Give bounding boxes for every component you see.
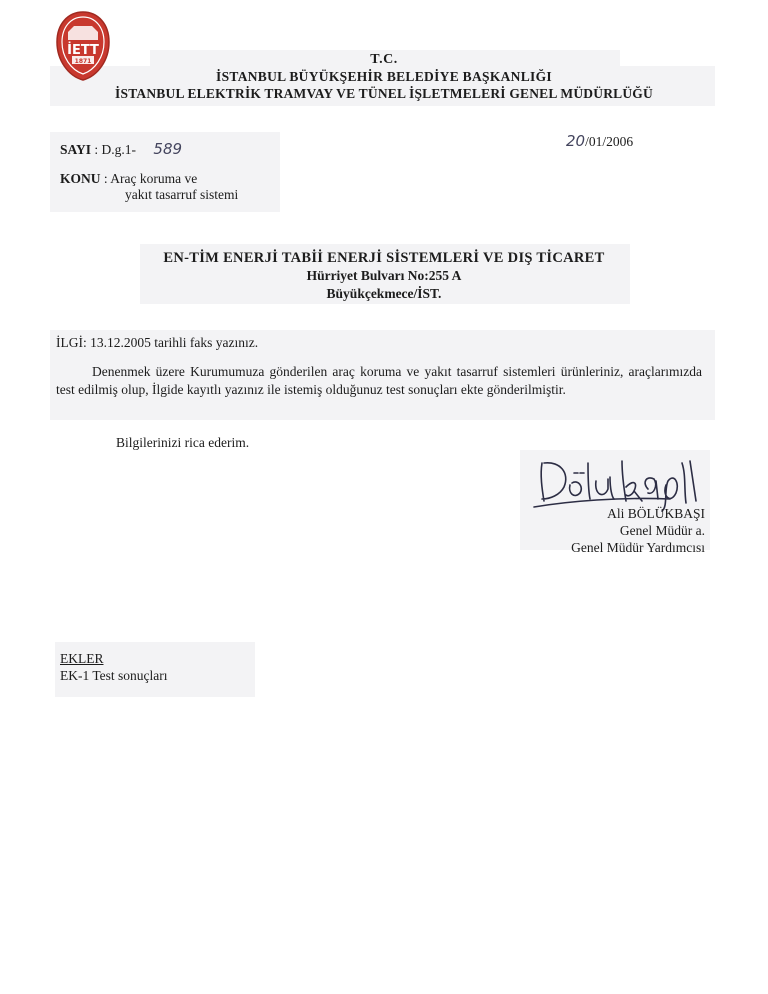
recipient-name: EN-TİM ENERJİ TABİİ ENERJİ SİSTEMLERİ VE DIŞ TİCARET <box>163 250 605 266</box>
body-paragraph: Denenmek üzere Kurumumuza gönderilen araç koruma ve yakıt tasarruf sistemleri ürünleriniz, araçlarımızda test edilmiş olup, İlgide kayıtlı yazınız ile istemiş olduğunuz test sonuçları ekte gönderilmiştir. <box>56 364 702 397</box>
recipient-address-2: Büyükçekmece/İST. <box>326 286 442 301</box>
konu-value-2: yakıt tasarruf sistemi <box>125 187 239 202</box>
signatory-name: Ali BÖLÜKBAŞI <box>607 506 705 521</box>
ilgi-line: İLGİ: 13.12.2005 tarihli faks yazınız. <box>56 335 259 350</box>
attachments-title: EKLER <box>60 651 104 666</box>
konu-value-1: : Araç koruma ve <box>103 171 198 186</box>
signatory-title-2: Genel Müdür Yardımcısı <box>571 540 705 555</box>
signatory-title-1: Genel Müdür a. <box>619 523 705 538</box>
header-directorate: İSTANBUL ELEKTRİK TRAMVAY VE TÜNEL İŞLETMELERİ GENEL MÜDÜRLÜĞÜ <box>115 86 653 101</box>
logo-year: 1871 <box>74 58 92 65</box>
date-line <box>566 132 633 150</box>
sayi-value: : D.g.1- <box>94 142 137 157</box>
closing-line: Bilgilerinizi rica ederim. <box>116 435 250 450</box>
konu-label: KONU <box>60 171 101 186</box>
date-handwritten: 20 <box>566 132 586 150</box>
date-printed: /01/2006 <box>585 134 634 149</box>
konu-line <box>60 171 197 187</box>
header-tc: T.C. <box>370 52 398 67</box>
header-municipality: İSTANBUL BÜYÜKŞEHİR BELEDİYE BAŞKANLIĞI <box>216 69 552 84</box>
sayi-line <box>60 140 182 158</box>
sayi-label: SAYI <box>60 142 92 157</box>
attachment-item-1: EK-1 Test sonuçları <box>60 668 168 683</box>
attachments <box>60 650 168 684</box>
sayi-handwritten: 589 <box>153 140 183 158</box>
logo-text: İETT <box>67 43 99 58</box>
recipient-address-1: Hürriyet Bulvarı No:255 A <box>306 268 462 283</box>
